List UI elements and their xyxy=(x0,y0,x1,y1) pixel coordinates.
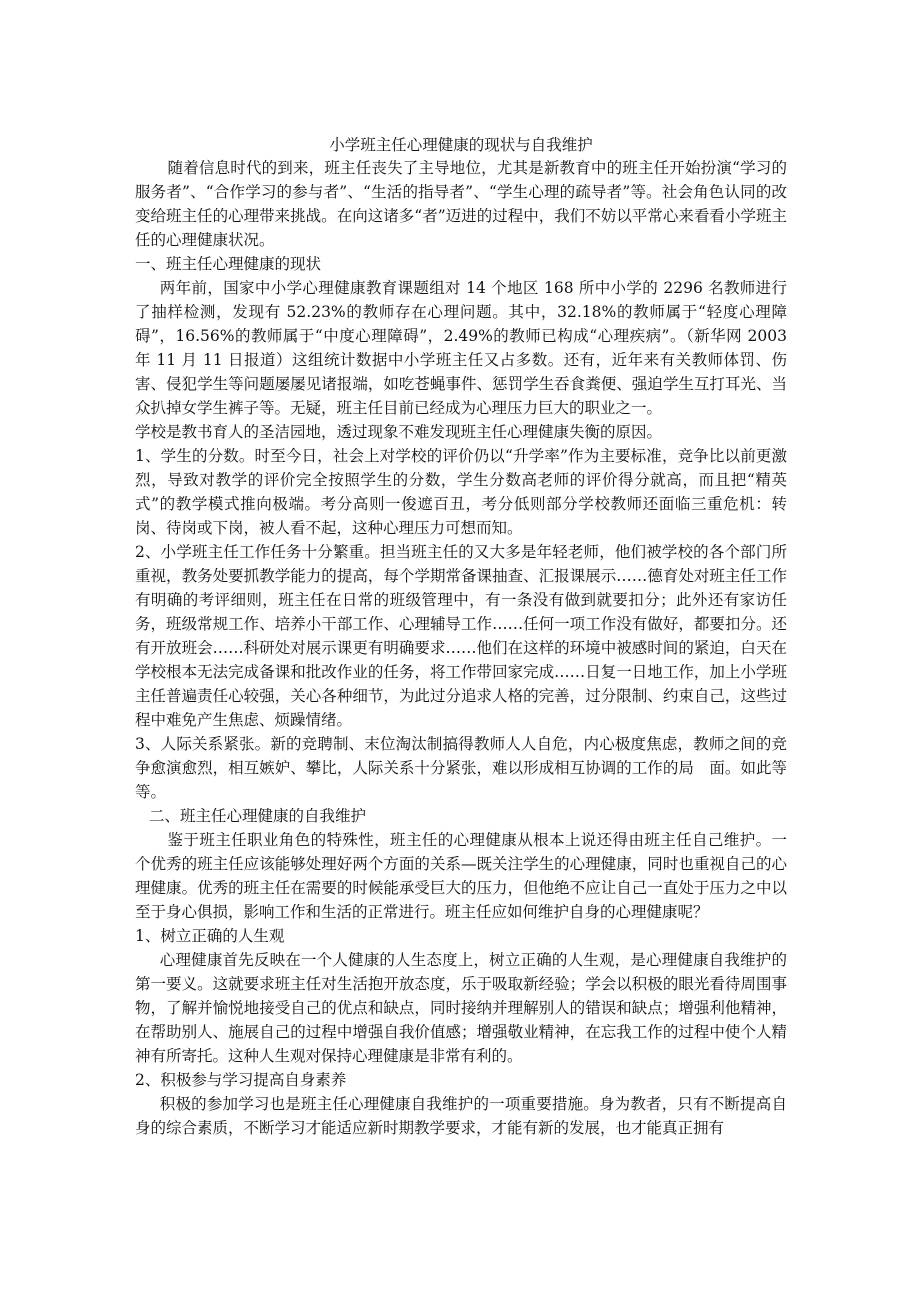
section1-item-3: 3、人际关系紧张。新的竞聘制、末位淘汰制搞得教师人人自危，内心极度焦虑，教师之间的竞争愈演愈烈，相互嫉妒、攀比，人际关系十分紧张，难以形成相互协调的工作的局 面。如此等等。 xyxy=(135,735,787,801)
section2-paragraph-1: 鉴于班主任职业角色的特殊性，班主任的心理健康从根本上说还得由班主任自己维护。一个优秀的班主任应该能够处理好两个方面的关系—既关注学生的心理健康，同时也重视自己的心理健康。优秀的班主任在需要的时候能承受巨大的压力，但他绝不应让自己一直处于压力之中以至于身心俱损，影响工作和生活的正常进行。班主任应如何维护自身的心理健康呢？ xyxy=(135,831,787,921)
subsection2-heading: 2、积极参与学习提高自身素养 xyxy=(135,1071,347,1089)
document-title: 小学班主任心理健康的现状与自我维护 xyxy=(329,136,593,154)
section1-item-2: 2、小学班主任工作任务十分繁重。担当班主任的又大多是年轻老师，他们被学校的各个部门所重视，教务处要抓教学能力的提高，每个学期常备课抽查、汇报课展示……德育处对班主任工作有明确的考评细则，班主任在日常的班级管理中，有一条没有做到就要扣分；此外还有家访任务，班级常规工作、培养小干部工作、心理辅导工作……任何一项工作没有做好，都要扣分。还有开放班会……科研处对展示课更有明确要求……他们在这样的环境中被感时间的紧迫，白天在学校根本无法完成备课和批改作业的任务，将工作带回家完成……日复一日地工作，加上小学班主任普遍责任心较强，关心各种细节，为此过分追求人格的完善，过分限制、约束自己，这些过程中难免产生焦虑、烦躁情绪。 xyxy=(135,543,787,729)
subsection1-heading: 1、树立正确的人生观 xyxy=(135,927,285,945)
intro-paragraph: 随着信息时代的到来，班主任丧失了主导地位，尤其是新教育中的班主任开始扮演“学习的服务者”、“合作学习的参与者”、“生活的指导者”、“学生心理的疏导者”等。社会角色认同的改变给班主任的心理带来挑战。在向这诸多“者”迈进的过程中，我们不妨以平常心来看看小学班主任的心理健康状况。 xyxy=(135,159,787,249)
section1-heading: 一、班主任心理健康的现状 xyxy=(135,255,322,273)
subsection1-paragraph: 心理健康首先反映在一个人健康的人生态度上，树立正确的人生观，是心理健康自我维护的第一要义。这就要求班主任对生活抱开放态度，乐于吸取新经验；学会以积极的眼光看待周围事物，了解并愉悦地接受自己的优点和缺点，同时接纳并理解别人的错误和缺点；增强利他精神，在帮助别人、施展自己的过程中增强自我价值感；增强敬业精神，在忘我工作的过程中使个人精神有所寄托。这种人生观对保持心理健康是非常有利的。 xyxy=(135,951,787,1065)
section1-paragraph-2: 学校是教书育人的圣洁园地，透过现象不难发现班主任心理健康失衡的原因。 xyxy=(135,423,663,441)
section1-item-1: 1、学生的分数。时至今日，社会上对学校的评价仍以“升学率”作为主要标准，竞争比以前更激烈，导致对教学的评价完全按照学生的分数，学生分数高老师的评价得分就高，而且把“精英式”的教学模式推向极端。考分高则一俊遮百丑，考分低则部分学校教师还面临三重危机：转岗、待岗或下岗，被人看不起，这种心理压力可想而知。 xyxy=(135,447,787,537)
subsection2-paragraph: 积极的参加学习也是班主任心理健康自我维护的一项重要措施。身为教者，只有不断提高自身的综合素质，不断学习才能适应新时期教学要求，才能有新的发展，也才能真正拥有 xyxy=(135,1095,787,1137)
document-page xyxy=(135,134,787,1140)
section1-paragraph-1: 两年前，国家中小学心理健康教育课题组对 14 个地区 168 所中小学的 2296 名教师进行了抽样检测，发现有 52.23%的教师存在心理问题。其中，32.18%的教师属于“轻度心理障碍”，16.56%的教师属于“中度心理障碍”，2.49%的教师已构成“心理疾病”。（新华网 2003 年 11 月 11 日报道）这组统计数据中小学班主任又占多数。还有，近年来有关教师体罚、伤害、侵犯学生等问题屡屡见诸报端，如吃苍蝇事件、惩罚学生吞食粪便、强迫学生互打耳光、当众扒掉女学生裤子等。无疑，班主任目前已经成为心理压力巨大的职业之一。 xyxy=(135,279,787,417)
section2-heading: 二、班主任心理健康的自我维护 xyxy=(148,807,366,825)
